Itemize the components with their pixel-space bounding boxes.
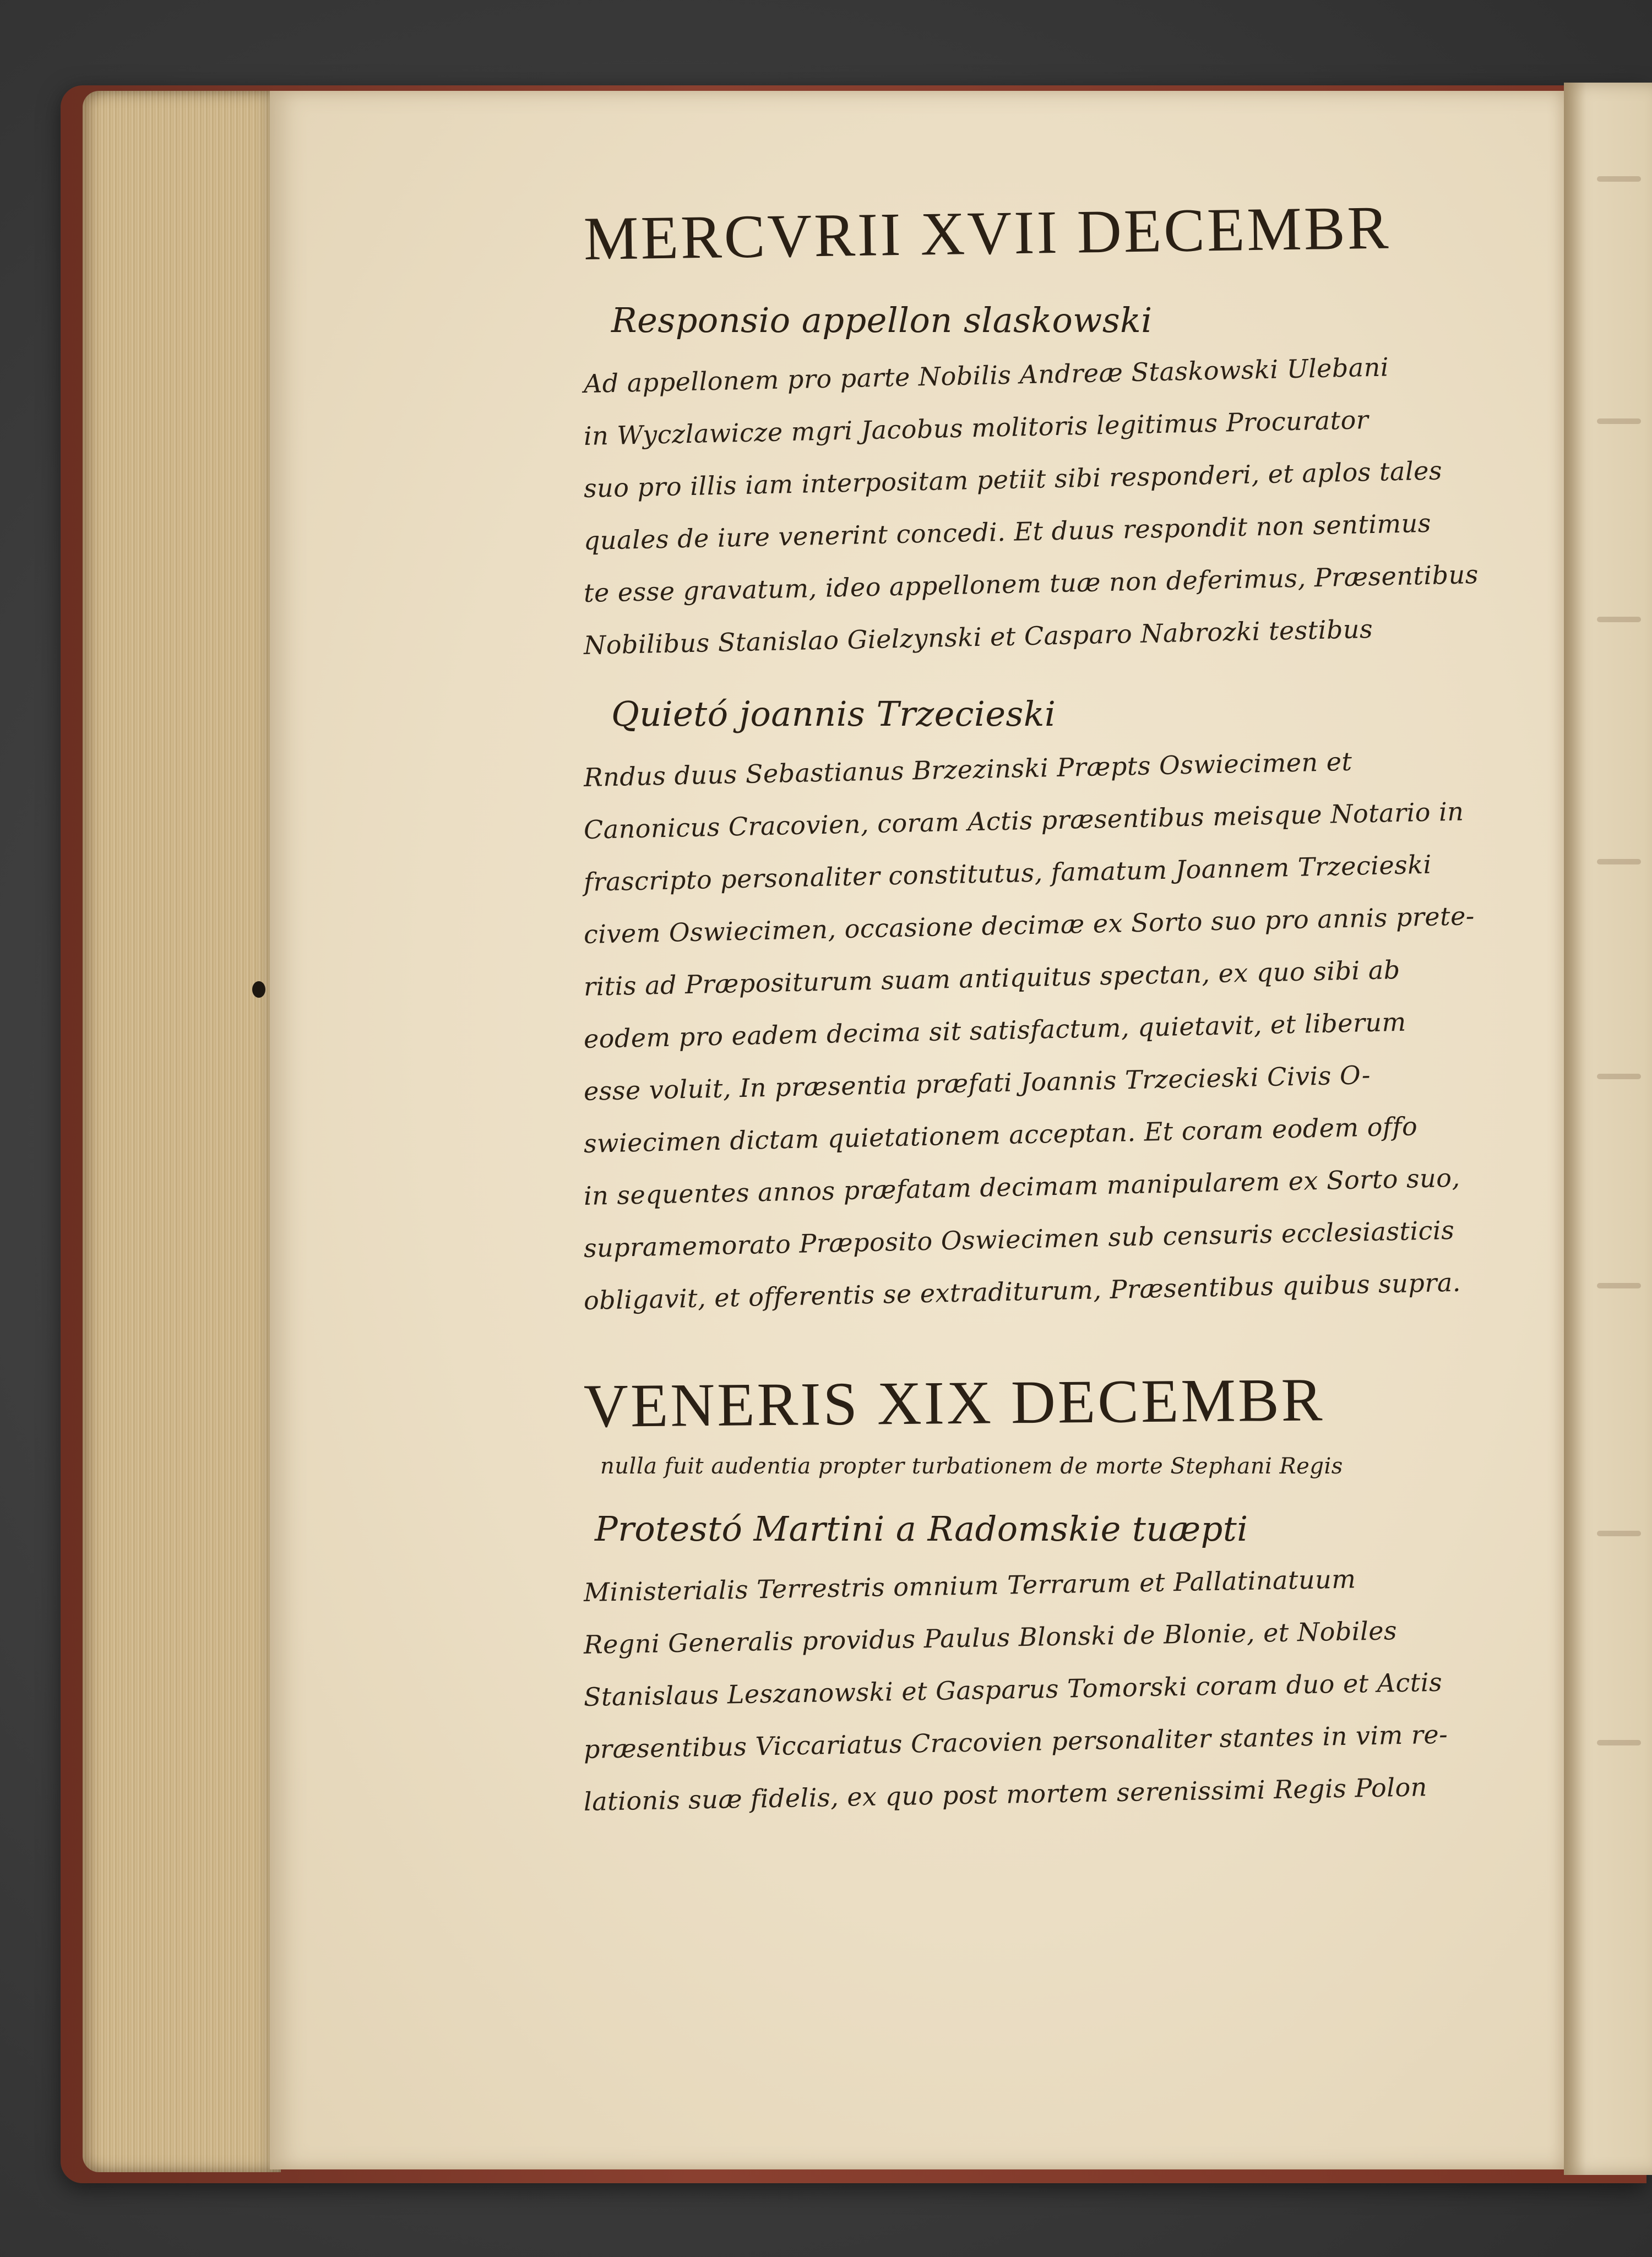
entry-heading: VENERIS XIX DECEMBR [583,1366,1325,1440]
text-line: civem Oswiecimen, occasione decimæ ex Sorto suo pro annis prete- [583,901,1475,949]
text-line: in sequentes annos præfatam decimam manipularem ex Sorto suo, [583,1162,1461,1211]
text-line: frascripto personaliter constitutus, famatum Joannem Trzecieski [583,849,1432,897]
text-line: Rndus duus Sebastianus Brzezinski Præpts Oswiecimen et [583,746,1352,792]
text-line: in Wyczlawicze mgri Jacobus molitoris legitimus Procurator [583,405,1369,451]
facing-page [1564,83,1652,2175]
bleed-mark [1597,176,1641,182]
text-line: obligavit, et offerentis se extraditurum, Præsentibus quibus supra. [583,1267,1461,1315]
text-line: Canonicus Cracovien, coram Actis præsentibus meisque Notario in [583,796,1464,845]
section-title: Protestó Martini a Radomskie tuæpti [595,1509,1248,1549]
text-line: supramemorato Præposito Oswiecimen sub censuris ecclesiasticis [583,1215,1455,1263]
bleed-mark [1597,1074,1641,1079]
text-line: ritis ad Præpositurum suam antiquitus spectan, ex quo sibi ab [583,954,1401,1002]
text-line: esse voluit, In præsentia præfati Joannis Trzecieski Civis O- [583,1060,1371,1106]
bleed-mark [1597,617,1641,622]
text-line: suo pro illis iam interpositam petiit sibi responderi, et aplos tales [583,455,1443,503]
section-title: Responsio appellon slaskowski [611,300,1153,340]
bleed-mark [1597,1283,1641,1288]
text-line: swiecimen dictam quietationem acceptan. Et coram eodem offo [583,1111,1418,1159]
section-title: Quietó joannis Trzecieski [611,694,1056,734]
text-line: Ad appellonem pro parte Nobilis Andreæ Staskowski Ulebani [583,352,1389,399]
entry-note: nulla fuit audentia propter turbationem de morte Stephani Regis [600,1454,1343,1479]
text-line: eodem pro eadem decima sit satisfactum, quietavit, et liberum [583,1007,1407,1054]
bleed-mark [1597,859,1641,864]
text-line: te esse gravatum, ideo appellonem tuæ non deferimus, Præsentibus [583,559,1479,608]
entry-heading: MERCVRII XVII DECEMBR [583,193,1392,273]
text-line: lationis suæ fidelis, ex quo post mortem serenissimi Regis Polon [583,1772,1428,1817]
page-edges [83,91,281,2172]
text-line: Nobilibus Stanislao Gielzynski et Casparo Nabrozki testibus [583,613,1373,660]
text-line: Ministerialis Terrestris omnium Terrarum et Pallatinatuum [583,1564,1356,1607]
text-line: Stanislaus Leszanowski et Gasparus Tomorski coram duo et Actis [583,1667,1443,1712]
bleed-mark [1597,1740,1641,1745]
text-line: quales de iure venerint concedi. Et duus respondit non sentimus [583,508,1432,556]
ink-blot [252,981,265,998]
bleed-mark [1597,418,1641,424]
bleed-mark [1597,1531,1641,1536]
text-line: præsentibus Viccariatus Cracovien personaliter stantes in vim re- [583,1719,1448,1764]
text-line: Regni Generalis providus Paulus Blonski de Blonie, et Nobiles [583,1616,1398,1660]
